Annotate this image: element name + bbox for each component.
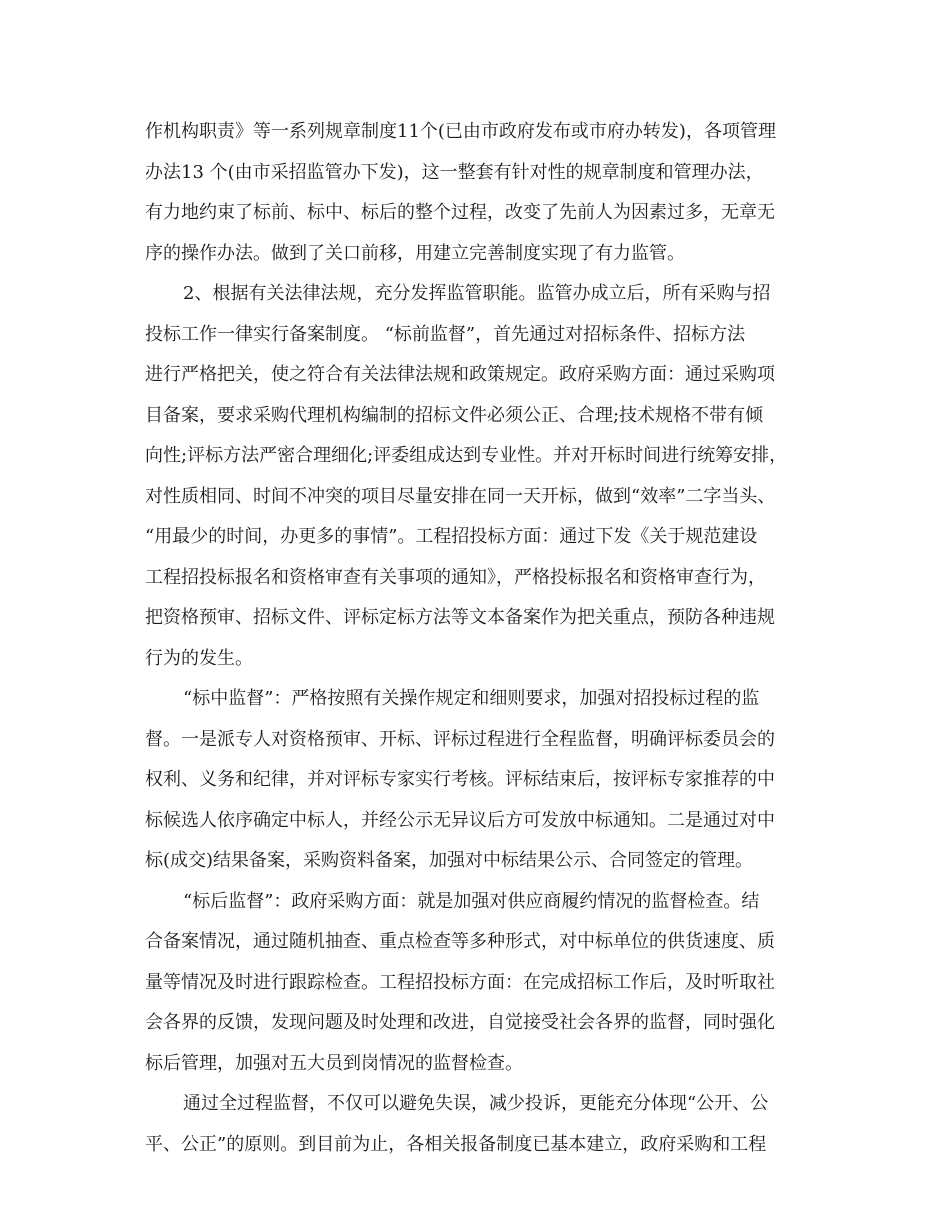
text-line: 作机构职责》等一系列规章制度11个(已由市政府发布或市府办转发)，各项管理	[145, 121, 776, 142]
paragraph-start-line: 通过全过程监督，不仅可以避免失误，减少投诉，更能充分体现“公开、公	[183, 1093, 769, 1114]
paragraph-start-line: “标中监督”：严格按照有关操作规定和细则要求，加强对招投标过程的监	[183, 688, 760, 709]
text-line: 标(成交)结果备案，采购资料备案，加强对中标结果公示、合同签定的管理。	[145, 850, 754, 871]
text-line: 行为的发生。	[145, 647, 253, 669]
text-line: 进行严格把关，使之符合有关法律法规和政策规定。政府采购方面：通过采购项	[145, 364, 775, 385]
text-line: 办法13 个(由市采招监管办下发)，这一整套有针对性的规章制度和管理办法，	[145, 161, 764, 183]
text-line: 工程招投标报名和资格审查有关事项的通知》，严格投标报名和资格审查行为，	[145, 566, 766, 588]
text-line: 标后管理，加强对五大员到岗情况的监督检查。	[145, 1052, 523, 1074]
text-line: 目备案，要求采购代理机构编制的招标文件必须公正、合理;技术规格不带有倾	[145, 404, 764, 426]
paragraph-start-line: 2、根据有关法律法规，充分发挥监管职能。监管办成立后，所有采购与招	[183, 283, 771, 304]
text-line: 把资格预审、招标文件、评标定标方法等文本备案作为把关重点，预防各种违规	[145, 607, 775, 628]
text-line: 督。一是派专人对资格预审、开标、评标过程进行全程监督，明确评标委员会的	[145, 728, 775, 750]
text-line: 序的操作办法。做到了关口前移，用建立完善制度实现了有力监管。	[145, 242, 685, 264]
text-line: 有力地约束了标前、标中、标后的整个过程，改变了先前人为因素过多，无章无	[145, 202, 775, 223]
text-line: 标候选人依序确定中标人，并经公示无异议后方可发放中标通知。二是通过对中	[145, 809, 775, 831]
text-line: 合备案情况，通过随机抽查、重点检查等多种形式，对中标单位的供货速度、质	[145, 931, 775, 952]
text-line: 权利、义务和纪律，并对评标专家实行考核。评标结束后，按评标专家推荐的中	[145, 769, 775, 790]
text-line: 投标工作一律实行备案制度。 “标前监督”，首先通过对招标条件、招标方法	[145, 323, 746, 345]
text-line: 向性;评标方法严密合理细化;评委组成达到专业性。并对开标时间进行统筹安排，	[145, 445, 788, 466]
text-line: 平、公正”的原则。到目前为止，各相关报备制度已基本建立，政府采购和工程	[145, 1133, 767, 1155]
text-line: 对性质相同、时间不冲突的项目尽量安排在同一天开标，做到“效率”二字当头、	[145, 485, 776, 507]
body-text	[145, 112, 825, 1165]
text-line: “用最少的时间，办更多的事情”。工程招投标方面：通过下发《关于规范建设	[145, 526, 758, 547]
text-line: 量等情况及时进行跟踪检查。工程招投标方面：在完成招标工作后，及时听取社	[145, 971, 775, 993]
text-line: 会各界的反馈，发现问题及时处理和改进，自觉接受社会各界的监督，同时强化	[145, 1012, 775, 1033]
paragraph-start-line: “标后监督”：政府采购方面：就是加强对供应商履约情况的监督检查。结	[183, 890, 760, 912]
